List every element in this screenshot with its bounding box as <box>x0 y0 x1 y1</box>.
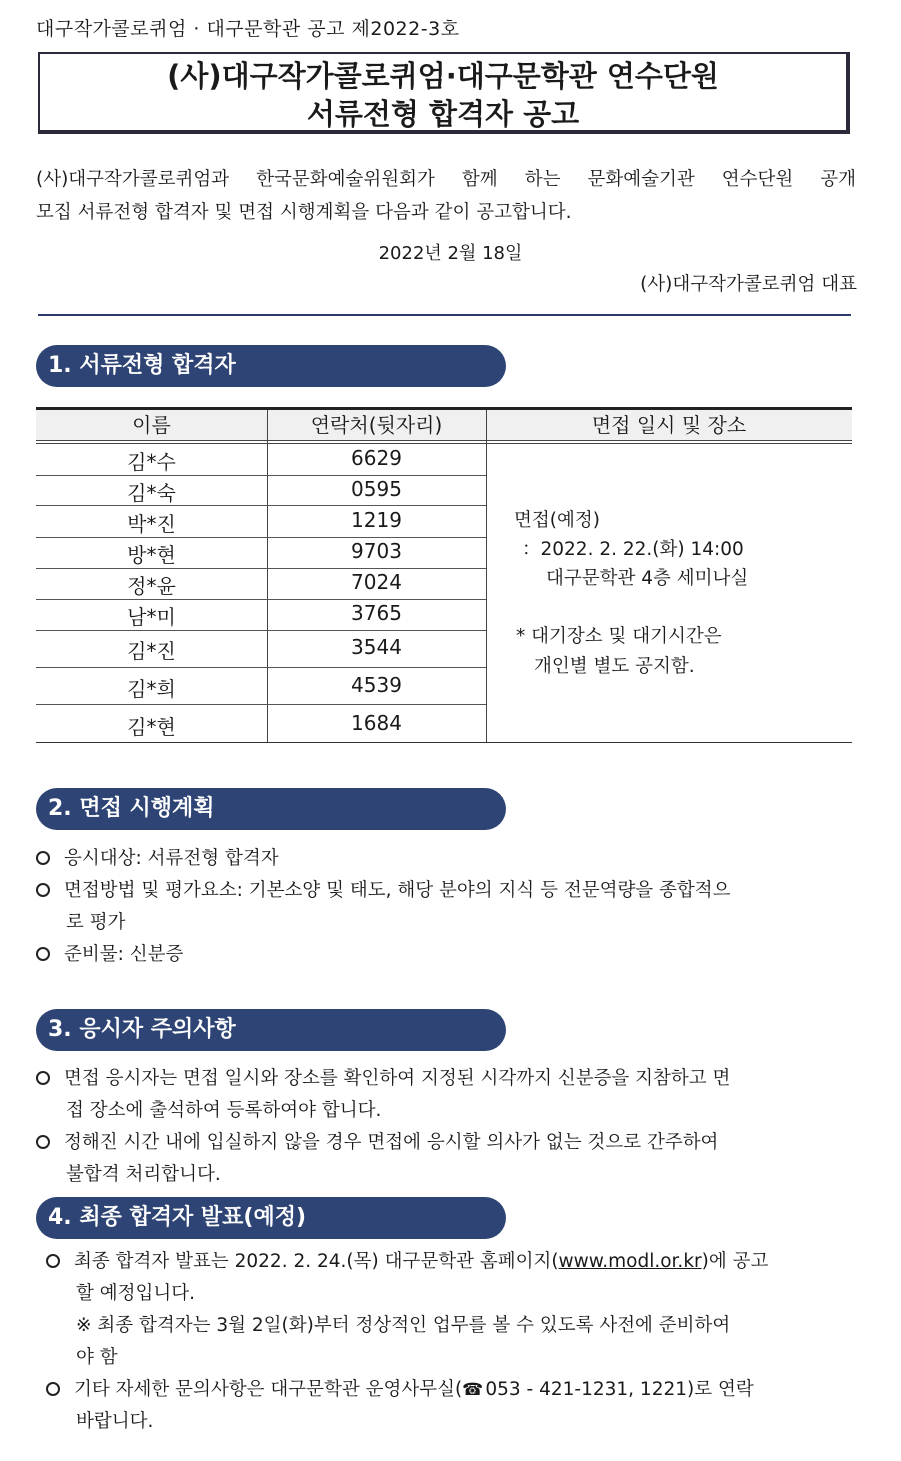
list-item: 정해진 시간 내에 입실하지 않을 경우 면접에 응시할 의사가 없는 것으로 간주하여 <box>36 1127 856 1159</box>
table-row-phone: 4539 <box>351 673 402 697</box>
list-item: 면접 응시자는 면접 일시와 장소를 확인하여 지정된 시각까지 신분증을 지참하고 면 <box>36 1063 856 1095</box>
circle-bullet-icon <box>36 1135 50 1149</box>
table-row-phone: 0595 <box>351 477 402 501</box>
table-row-phone: 9703 <box>351 539 402 563</box>
interview-datetime: ：2022. 2. 22.(화) 14:00 <box>522 539 744 560</box>
homepage-link[interactable]: www.modl.or.kr <box>558 1251 702 1272</box>
table-header-divider <box>36 443 852 444</box>
interview-place: 대구문학관 4층 세미나실 <box>546 568 749 589</box>
section-1-header: 1. 서류전형 합격자 <box>36 345 506 387</box>
table-row-name: 김*수 <box>127 450 176 474</box>
phone-icon: ☎ <box>462 1380 484 1400</box>
table-row-phone: 3544 <box>351 635 402 659</box>
list-item-continuation: 할 예정입니다. <box>76 1283 195 1304</box>
notice-date: 2022년 2월 18일 <box>378 243 523 264</box>
col-header-interview: 면접 일시 및 장소 <box>591 413 747 437</box>
issuer: (사)대구작가콜로퀴엄 대표 <box>640 274 857 295</box>
row-divider <box>36 475 486 476</box>
circle-bullet-icon <box>36 1071 50 1085</box>
title-box <box>38 52 850 134</box>
row-divider <box>36 568 486 569</box>
table-row-name: 남*미 <box>127 605 176 629</box>
list-item-continuation: 로 평가 <box>66 912 126 933</box>
table-row-phone: 1219 <box>351 508 402 532</box>
table-row-phone: 6629 <box>351 446 402 470</box>
title-line-1: (사)대구작가콜로퀴엄·대구문학관 연수단원 <box>167 59 719 93</box>
section-3-header: 3. 응시자 주의사항 <box>36 1009 506 1051</box>
section-4-header: 4. 최종 합격자 발표(예정) <box>36 1197 506 1239</box>
row-divider <box>36 537 486 538</box>
table-row-name: 박*진 <box>127 512 176 536</box>
row-divider <box>36 599 486 600</box>
row-divider <box>36 505 486 506</box>
section-2-header: 2. 면접 시행계획 <box>36 788 506 830</box>
row-divider <box>36 667 486 668</box>
table-row-phone: 7024 <box>351 570 402 594</box>
col-header-phone: 연락처(뒷자리) <box>310 413 443 437</box>
intro-line-1: (사)대구작가콜로퀴엄과 한국문화예술위원회가 함께 하는 문화예술기관 연수단원 공개 <box>36 169 856 190</box>
title-line-2: 서류전형 합격자 공고 <box>306 97 580 131</box>
circle-bullet-icon <box>36 947 50 961</box>
table-row-phone: 1684 <box>351 711 402 735</box>
col-header-name: 이름 <box>132 413 171 437</box>
list-item: 기타 자세한 문의사항은 대구문학관 운영사무실(☎ 053 - 421-1231, 1221)로 연락 <box>46 1374 856 1406</box>
column-divider <box>486 410 487 743</box>
list-item-continuation: 불합격 처리합니다. <box>66 1164 221 1185</box>
divider <box>38 314 851 316</box>
interview-note-1: * 대기장소 및 대기시간은 <box>516 626 722 647</box>
row-divider <box>36 630 486 631</box>
table-row-name: 김*진 <box>127 639 176 663</box>
list-item: 응시대상: 서류전형 합격자 <box>36 843 856 875</box>
circle-bullet-icon <box>46 1254 60 1268</box>
list-item-continuation: 바랍니다. <box>76 1411 154 1432</box>
interview-label: 면접(예정) <box>514 510 600 531</box>
final-note-continuation: 야 함 <box>76 1347 118 1368</box>
notice-reference: 대구작가콜로퀴엄 · 대구문학관 공고 제2022-3호 <box>36 18 460 40</box>
table-row-phone: 3765 <box>351 601 402 625</box>
circle-bullet-icon <box>36 883 50 897</box>
interview-note-2: 개인별 별도 공지함. <box>534 656 695 677</box>
list-item: 최종 합격자 발표는 2022. 2. 24.(목) 대구문학관 홈페이지(www.modl.or.kr)에 공고 <box>46 1246 856 1278</box>
table-bottom-border <box>36 742 852 743</box>
table-row-name: 정*윤 <box>127 574 176 598</box>
table-row-name: 김*숙 <box>127 481 176 505</box>
table-row-name: 김*현 <box>127 715 176 739</box>
list-item: 준비물: 신분증 <box>36 939 856 971</box>
circle-bullet-icon <box>36 851 50 865</box>
row-divider <box>36 704 486 705</box>
table-row-name: 김*희 <box>127 677 176 701</box>
table-row-name: 방*현 <box>127 543 176 567</box>
list-item-continuation: 접 장소에 출석하여 등록하여야 합니다. <box>66 1100 382 1121</box>
final-note: ※ 최종 합격자는 3월 2일(화)부터 정상적인 업무를 볼 수 있도록 사전에 준비하여 <box>76 1315 731 1336</box>
circle-bullet-icon <box>46 1382 60 1396</box>
list-item: 면접방법 및 평가요소: 기본소양 및 태도, 해당 분야의 지식 등 전문역량을 종합적으 <box>36 875 856 907</box>
intro-line-2: 모집 서류전형 합격자 및 면접 시행계획을 다음과 같이 공고합니다. <box>36 202 572 223</box>
